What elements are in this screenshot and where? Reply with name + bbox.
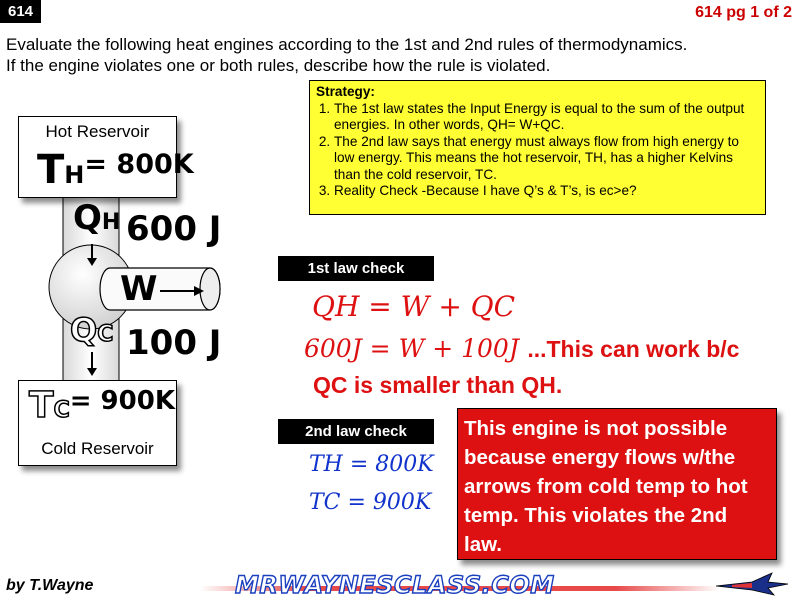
instructions-line-1: Evaluate the following heat engines according to the 1st and 2nd rules of thermodynamics.: [6, 35, 688, 54]
hot-reservoir-box: [18, 116, 194, 198]
qh-subscript: H: [101, 210, 121, 235]
hot-reservoir-label: Hot Reservoir: [45, 122, 150, 141]
cold-reservoir-label: Cold Reservoir: [41, 439, 154, 458]
th-value: = 800K: [84, 149, 194, 180]
conclusion-box: [457, 408, 777, 560]
cold-temperature: [29, 385, 175, 426]
qc-symbol: Q: [70, 311, 98, 349]
conclusion-text: This engine is not possible because energy flows w/the arrows from cold temp to hot temp. This violates the 2nd law.: [464, 417, 748, 556]
qc-value: 100 J: [126, 323, 222, 363]
first-law-label: 1st law check: [278, 256, 434, 281]
th-subscript: H: [64, 161, 85, 189]
author-credit: by T.Wayne: [6, 577, 94, 594]
strategy-item-3: 3. Reality Check -Because I have Q’s & T’s, is ec>e?: [334, 183, 759, 200]
second-law-label: 2nd law check: [278, 419, 434, 444]
qc-subscript: C: [97, 322, 114, 347]
tc-subscript: C: [53, 398, 70, 423]
tc-value: = 900K: [69, 386, 175, 416]
strategy-item-2: 2. The 2nd law says that energy must always flow from high energy to low energy. This means the hot reservoir, TH, has a higher Kelvins than the cold reservoir, TC.: [334, 134, 759, 184]
site-logo: MRWAYNESCLASS.COM: [235, 571, 555, 599]
tc-symbol: T: [29, 385, 54, 426]
qh-value: 600 J: [126, 209, 222, 249]
page-reference: 614 pg 1 of 2: [695, 4, 792, 21]
work-label: W: [120, 269, 158, 309]
qc-label: [70, 311, 113, 349]
first-law-comment-2: QC is smaller than QH.: [313, 372, 563, 398]
qh-label: [73, 198, 120, 238]
strategy-item-1: 1. The 1st law states the Input Energy is equal to the sum of the output energies. In other words, QH= W+QC.: [334, 101, 759, 134]
hot-temperature: [37, 147, 194, 193]
jet-icon: [712, 569, 792, 597]
first-law-substitution: [304, 334, 739, 363]
qh-symbol: Q: [73, 198, 102, 238]
first-law-equation: QH = W + QC: [312, 290, 516, 323]
first-law-substituted-equation: 600J = W + 100J: [304, 334, 519, 363]
second-law-tc: TC = 900K: [309, 490, 432, 515]
slide-number-badge: 614: [0, 0, 41, 23]
strategy-title: Strategy:: [316, 84, 375, 99]
th-symbol: T: [37, 147, 65, 193]
instructions-line-2: If the engine violates one or both rules, describe how the rule is violated.: [6, 56, 551, 75]
first-law-comment: ...This can work b/c: [527, 336, 740, 362]
cold-reservoir-box: [18, 380, 177, 466]
second-law-th: TH = 800K: [309, 452, 434, 477]
work-cylinder-end: [200, 268, 220, 310]
